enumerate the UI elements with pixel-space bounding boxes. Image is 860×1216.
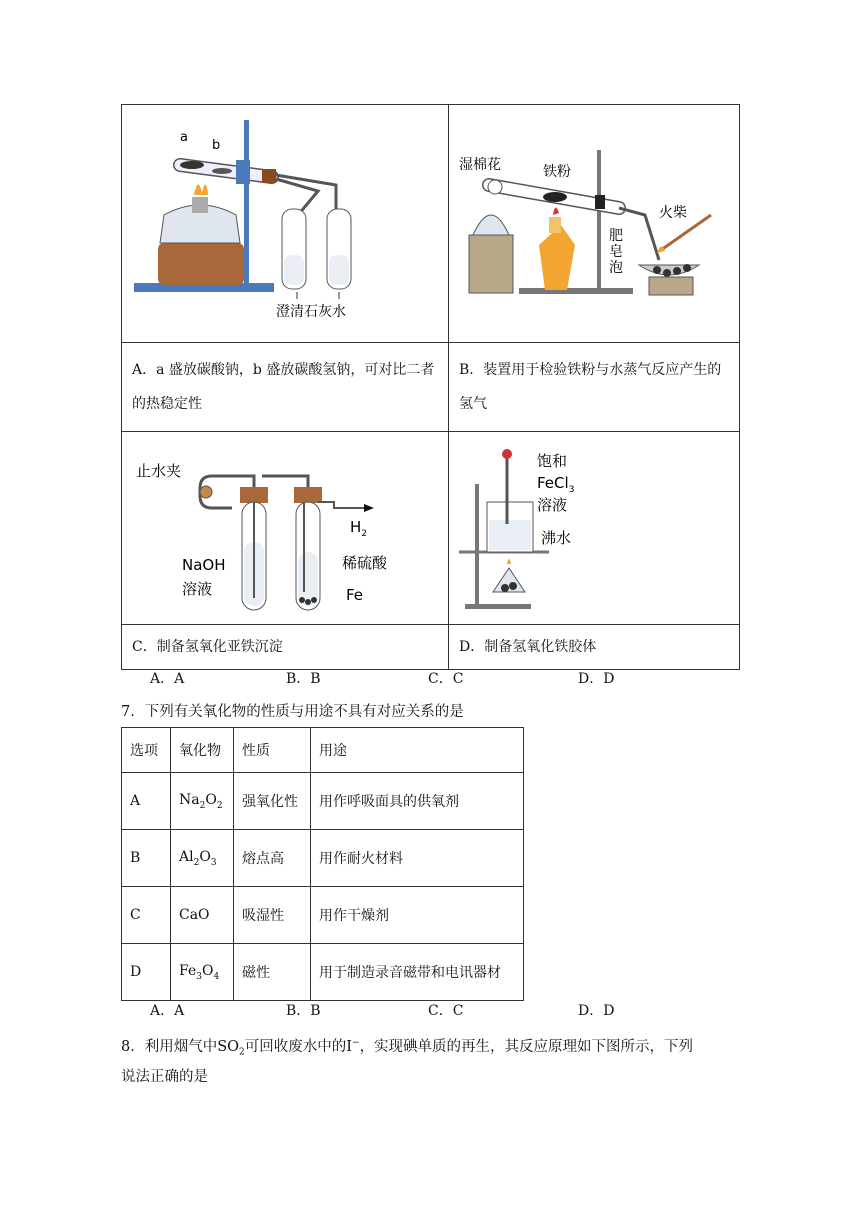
label-a: a [180, 130, 188, 145]
row-property: 熔点高 [234, 830, 311, 887]
soap-label-2: 皂 [609, 244, 623, 260]
saturated-label: 饱和 [537, 452, 568, 470]
apparatus-c-illustration [122, 432, 448, 624]
iron-powder-label: 铁粉 [543, 164, 571, 180]
row-oxide: $Na_2O_2$ [171, 773, 234, 830]
row-use: 用作干燥剂 [311, 887, 524, 944]
header-option: 选项 [122, 728, 171, 773]
row-property: 磁性 [234, 944, 311, 1001]
fecl3-label: FeCl$_3$ [537, 474, 575, 495]
caption-b: B．装置用于检验铁粉与水蒸气反应产生的氢气 [449, 343, 740, 432]
row-option: B [122, 830, 171, 887]
clamp-label: 止水夹 [136, 462, 182, 480]
figure-cell-a [122, 105, 449, 343]
row-option: D [122, 944, 171, 1001]
table-row [122, 887, 524, 944]
q8-stem-line2: 说法正确的是 [121, 1069, 208, 1085]
q6-option-a[interactable]: A．A [150, 671, 185, 687]
figure-cell-b [449, 105, 740, 343]
header-property: 性质 [234, 728, 311, 773]
header-oxide: 氧化物 [171, 728, 234, 773]
q6-option-c[interactable]: C．C [428, 671, 464, 687]
q7-option-d[interactable]: D．D [578, 1003, 615, 1019]
apparatus-a-illustration [122, 105, 448, 342]
naoh-label-2: 溶液 [182, 580, 213, 598]
solution-label: 溶液 [537, 496, 568, 514]
row-use: 用作呼吸面具的供氧剂 [311, 773, 524, 830]
q6-option-b[interactable]: B．B [286, 671, 321, 687]
row-property: 吸湿性 [234, 887, 311, 944]
caption-a: A．a 盛放碳酸钠，b 盛放碳酸氢钠，可对比二者的热稳定性 [122, 343, 449, 432]
q7-header-row [122, 728, 524, 773]
row-use: 用作耐火材料 [311, 830, 524, 887]
soap-label-1: 肥 [609, 228, 623, 244]
label-b: b [212, 138, 221, 153]
q7-option-c[interactable]: C．C [428, 1003, 464, 1019]
header-use: 用途 [311, 728, 524, 773]
apparatus-d-illustration [449, 432, 739, 624]
limewater-label: 澄清石灰水 [276, 304, 346, 320]
table-row [122, 944, 524, 1001]
soap-label-3: 泡 [609, 260, 623, 276]
row-use: 用于制造录音磁带和电讯器材 [311, 944, 524, 1001]
row-option: C [122, 887, 171, 944]
table-row [122, 830, 524, 887]
figure-cell-c [122, 432, 449, 625]
caption-d: D．制备氢氧化铁胶体 [449, 625, 740, 670]
row-option: A [122, 773, 171, 830]
naoh-label-1: NaOH [182, 556, 226, 574]
apparatus-b-illustration [449, 105, 739, 342]
boiling-water-label: 沸水 [541, 529, 572, 547]
row-oxide: $Fe_3O_4$ [171, 944, 234, 1001]
q7-stem: 7．下列有关氧化物的性质与用途不具有对应关系的是 [121, 704, 464, 720]
q7-option-a[interactable]: A．A [150, 1003, 185, 1019]
caption-c: C．制备氢氧化亚铁沉淀 [122, 625, 449, 670]
figure-cell-d [449, 432, 740, 625]
cotton-label: 湿棉花 [459, 157, 501, 173]
match-label: 火柴 [659, 205, 687, 221]
q8-stem-line1: 8．利用烟气中$SO_2$可回收废水中的I−，实现碘单质的再生，其反应原理如下图所示，下列 [121, 1038, 694, 1058]
q7-oxide-table [121, 727, 524, 1001]
q6-option-d[interactable]: D．D [578, 671, 615, 687]
acid-label: 稀硫酸 [342, 554, 388, 572]
q7-option-b[interactable]: B．B [286, 1003, 321, 1019]
q6-option-table [121, 104, 740, 670]
h2-label: $H_2$ [350, 518, 368, 539]
row-property: 强氧化性 [234, 773, 311, 830]
table-row [122, 773, 524, 830]
fe-label: Fe [346, 586, 364, 604]
row-oxide: CaO [171, 887, 234, 944]
row-oxide: $Al_2O_3$ [171, 830, 234, 887]
